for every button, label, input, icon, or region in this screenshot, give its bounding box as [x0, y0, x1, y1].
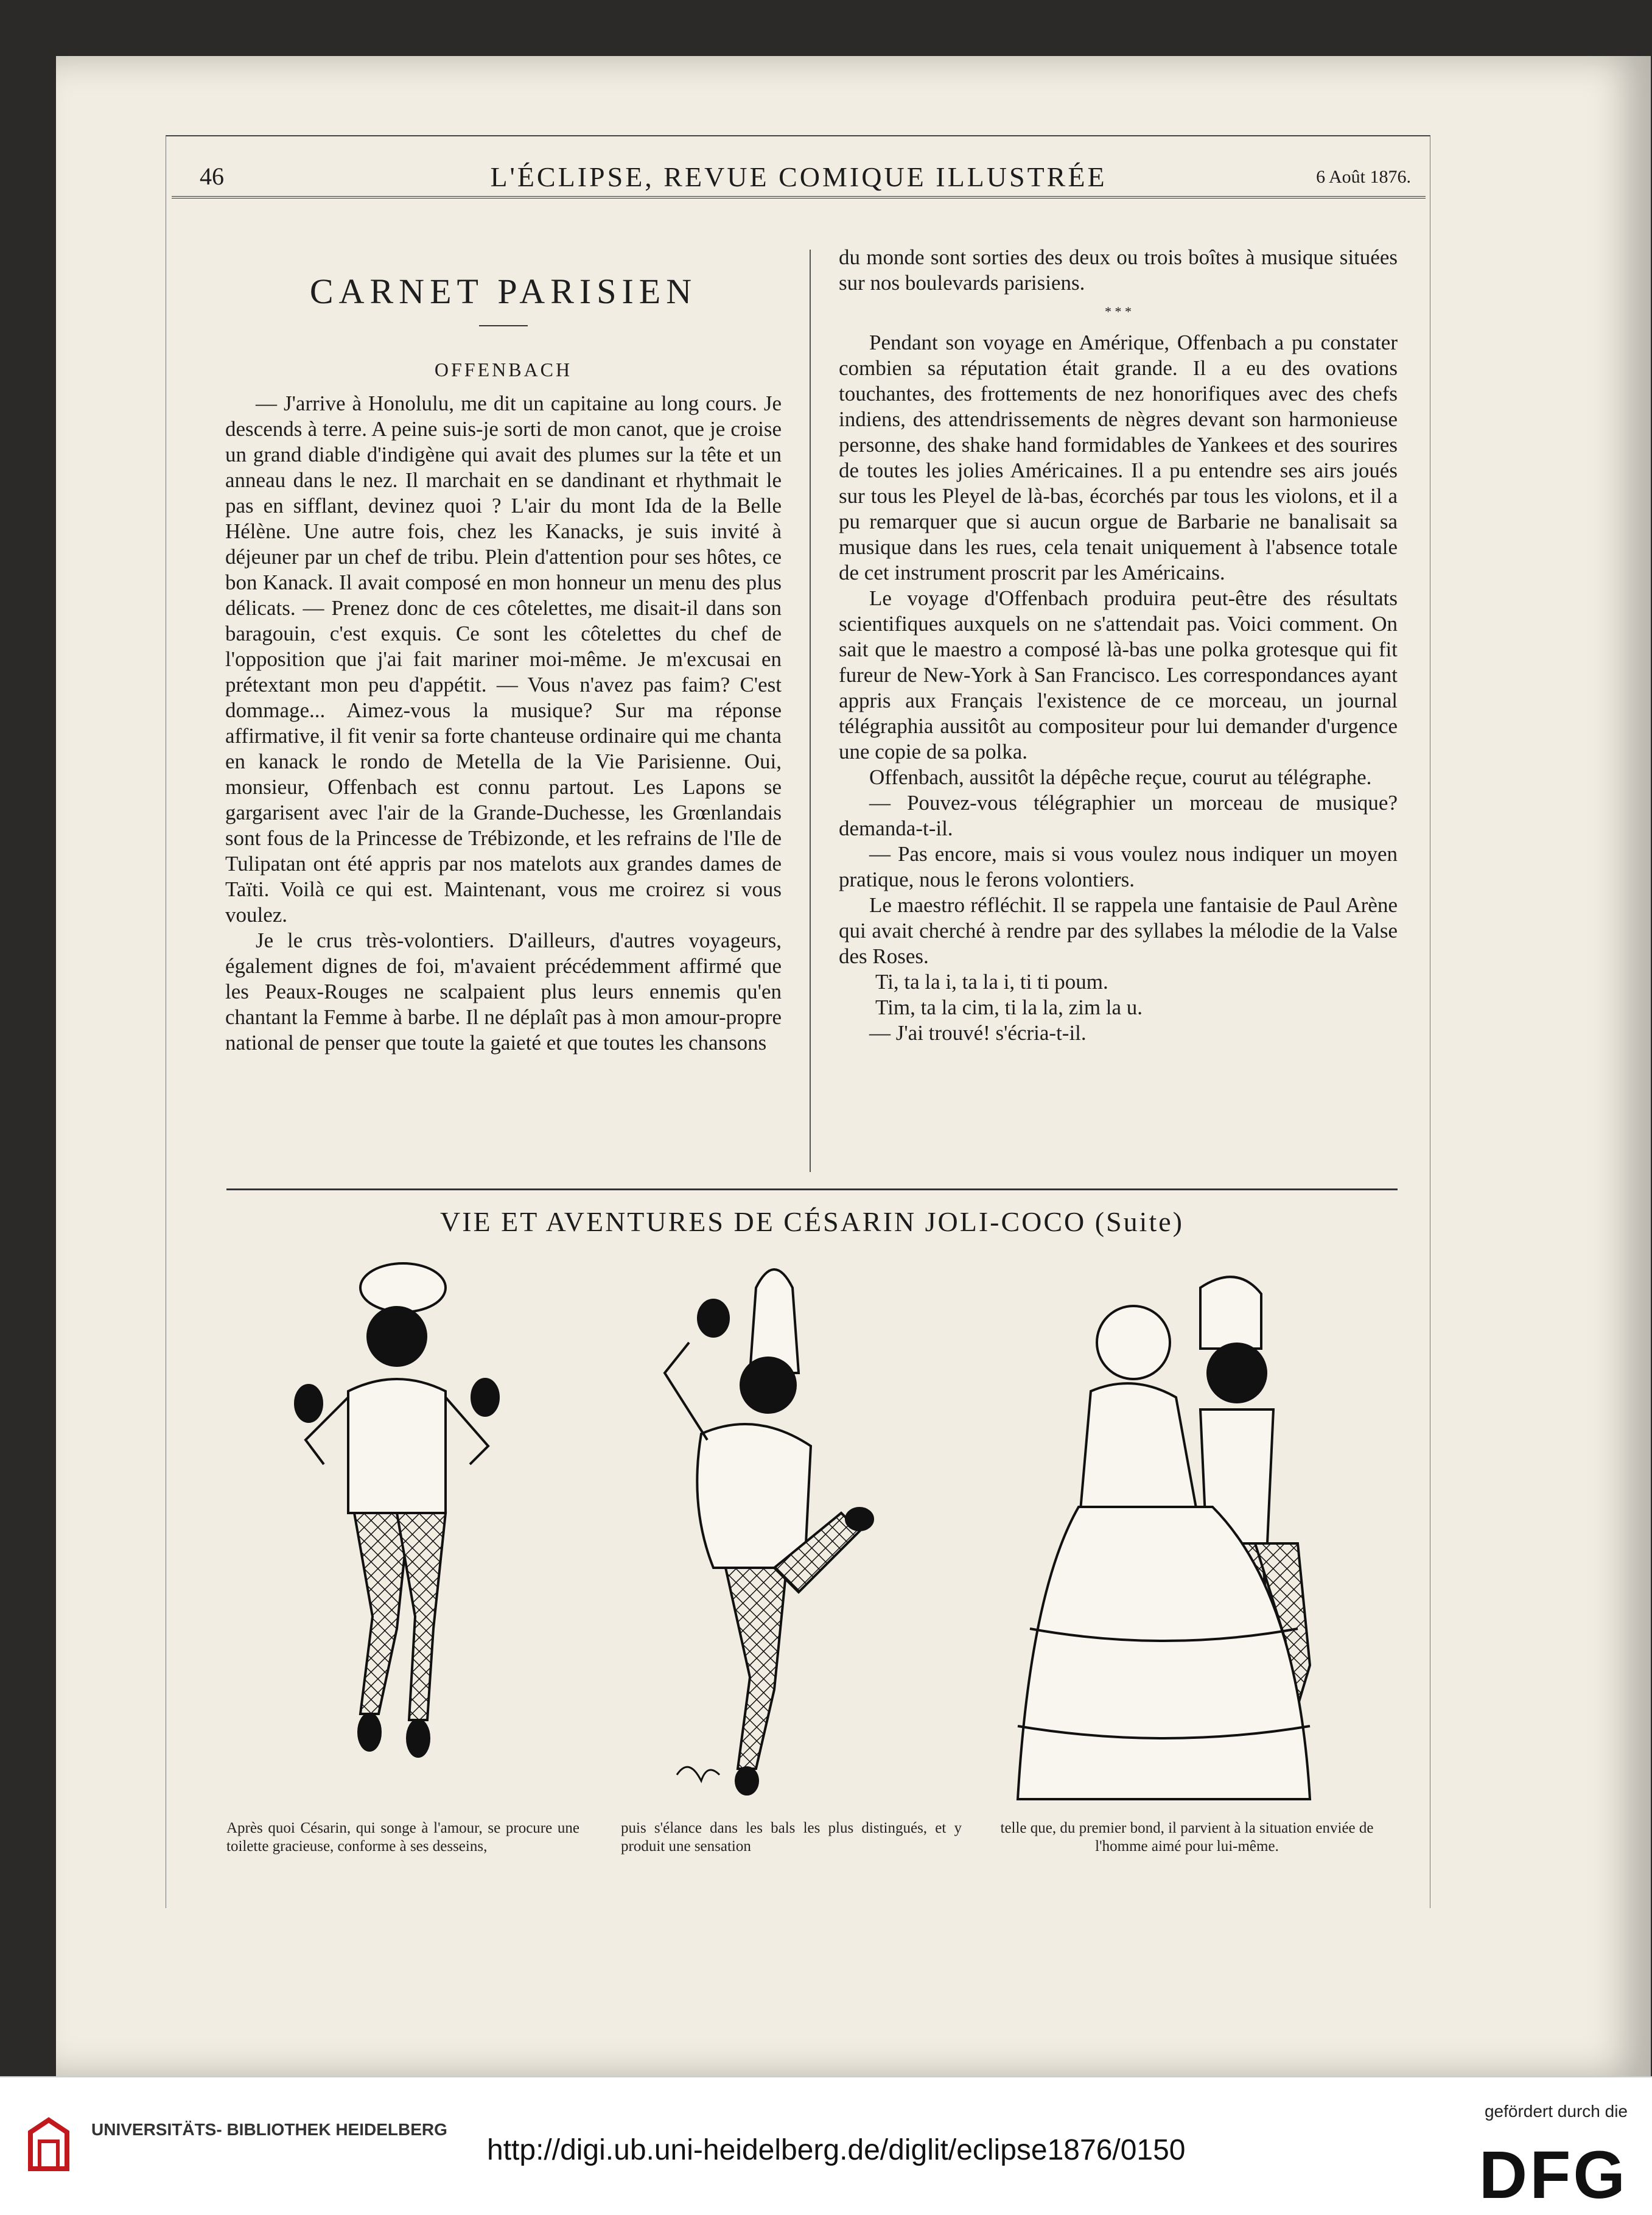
dfg-logo: DFG: [1479, 2138, 1628, 2213]
paragraph: — Pas encore, mais si vous voulez nous indiquer un moyen pratique, nous le ferons volontiers.: [839, 842, 1398, 891]
caption-3: telle que, du premier bond, il parvient à la situation enviée de l'homme aimé pour lui-même.: [1000, 1820, 1374, 1855]
section-stars: * * *: [1105, 304, 1132, 319]
viewer-footer: [0, 2076, 1652, 2215]
paragraph: — Pouvez-vous télégraphier un morceau de musique? demanda-t-il.: [839, 791, 1398, 840]
issue-date: 6 Août 1876.: [1316, 167, 1411, 187]
permalink[interactable]: http://digi.ub.uni-heidelberg.de/diglit/eclipse1876/0150: [487, 2134, 1186, 2166]
paragraph: Le voyage d'Offenbach produira peut-être des résultats scientifiques auxquels on ne s'attendait pas. Voici comment. On sait que le maestro a composé là-bas une polka grotesque qui fit fureur de New-York à San Francisco. Les correspondances ayant appris aux Français l'existence de ce morceau, un journal télégraphia aussitôt au compositeur pour lui demander d'urgence une copie de sa polka.: [839, 586, 1398, 763]
figure-3-couple: [1018, 1277, 1310, 1799]
caption-1: Après quoi Césarin, qui songe à l'amour, se procure une toilette gracieuse, conforme à ses desseins,: [226, 1820, 579, 1855]
comic-illustration: [226, 1251, 1398, 1824]
journal-title: L'ÉCLIPSE, REVUE COMIQUE ILLUSTRÉE: [490, 161, 1107, 192]
page-number: 46: [200, 163, 224, 190]
paragraph: Je le crus très-volontiers. D'ailleurs, d'autres voyageurs, également dignes de foi, m'avaient précédemment affirmé que les Peaux-Rouges ne scalpaient plus leurs ennemis qu'en chantant la Femme à barbe. Il ne déplaît pas à mon amour-propre national de penser que toute la gaieté et que toutes les chansons: [225, 928, 782, 1055]
section-rule: [226, 1188, 1398, 1190]
closing-line: — J'ai trouvé! s'écria-t-il.: [869, 1021, 1087, 1045]
article-title: CARNET PARISIEN: [309, 272, 698, 311]
figure-1: [295, 1263, 499, 1757]
article-subtitle: OFFENBACH: [434, 359, 573, 381]
library-name: UNIVERSITÄTS- BIBLIOTHEK HEIDELBERG: [91, 2120, 447, 2139]
paragraph: Le maestro réfléchit. Il se rappela une fantaisie de Paul Arène qui avait cherché à rendre par des syllabes la mélodie de la Valse des Roses.: [839, 893, 1398, 968]
article-right-column: [839, 245, 1398, 1046]
title-rule: [479, 325, 528, 326]
verse-line: Tim, ta la cim, ti la la, zim la u.: [875, 995, 1143, 1019]
article-left-column: [225, 268, 782, 1056]
page-header: [172, 160, 1426, 198]
paragraph: — J'arrive à Honolulu, me dit un capitaine au long cours. Je descends à terre. A peine suis-je sorti de mon canot, que je croise un grand diable d'indigène qui avait des plumes sur la tête et un anneau dans le nez. Il marchait en se dandinant et rhythmait le pas en sifflant, devinez quoi ? L'air du mont Ida de la Belle Hélène. Une autre fois, chez les Kanacks, je suis invité à déjeuner par un chef de tribu. Plein d'attention pour ses hôtes, ce bon Kanack. Il avait composé en mon honneur un menu des plus délicats. — Prenez donc de ces côtelettes, me disait-il dans son baragouin, c'est exquis. Ce sont les côtelettes du chef de l'opposition que j'ai fait mariner moi-même. Je m'excusai en prétextant mon peu d'appétit. — Vous n'avez pas faim? C'est dommage... Aimez-vous la musique? Sur ma réponse affirmative, il fit venir sa forte chanteuse ordinaire qui me chanta en kanack le rondo de Metella de la Vie Parisienne. Oui, monsieur, Offenbach est connu partout. Les Lapons se gargarisent avec l'air de la Grande-Duchesse, les Grœnlandais sont fous de la Princesse de Trébizonde, et les refrains de l'Ile de Tulipatan ont été appris par nos matelots aux grandes dames de Taïti. Voilà ce qui est. Maintenant, vous me croirez si vous voulez.: [225, 391, 782, 927]
funding-note: gefördert durch die: [1484, 2102, 1628, 2121]
column-divider: [810, 250, 811, 1172]
paragraph: Pendant son voyage en Amérique, Offenbach a pu constater combien sa réputation était grande. Il a eu des ovations touchantes, des frottements de nez honorifiques avec des chefs indiens, des attendrissements de nègres devant son harmonieuse personne, des shake hand formidables de Yankees et des sourires de toutes les jolies Américaines. Il a pu entendre ses airs joués sur tous les Pleyel de là-bas, écorchés par tous les violons, et il a pu remarquer que si aucun orgue de Barbarie ne banalisait sa musique dans les rues, cela tenait uniquement à l'absence totale de cet instrument proscrit par les Américains.: [839, 331, 1398, 584]
paragraph-continuation: du monde sont sorties des deux ou trois boîtes à musique situées sur nos boulevards parisiens.: [839, 245, 1398, 295]
artist-signature: [677, 1767, 719, 1781]
caption-2: puis s'élance dans les bals les plus distingués, et y produit une sensation: [621, 1820, 962, 1855]
verse-line: Ti, ta la i, ta la i, ti ti poum.: [875, 970, 1108, 994]
paragraph: Offenbach, aussitôt la dépêche reçue, courut au télégraphe.: [869, 765, 1372, 789]
library-logo-icon: [24, 2114, 73, 2175]
comic-title: VIE ET AVENTURES DE CÉSARIN JOLI-COCO (Suite): [440, 1206, 1184, 1237]
figure-2: [665, 1269, 873, 1794]
